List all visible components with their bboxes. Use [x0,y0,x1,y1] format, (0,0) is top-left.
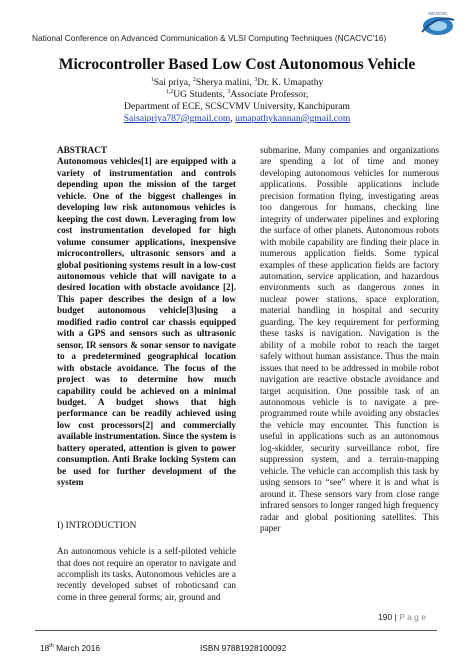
logo-text: NCACVC [428,11,448,16]
introduction-heading: I) INTRODUCTION [57,520,137,531]
left-column [57,145,236,603]
paper-title: Microcontroller Based Low Cost Autonomous Vehicle [58,56,416,73]
email-link-2[interactable]: umapathykannan@gmail.com [235,113,351,124]
abstract-body: Autonomous vehicles[1] are equipped with a variety of instrumentation and controls depending upon the mission of the target vehicle. One of the biggest challenges in developing low risk autonomous vehicles is keeping the cost down. Leveraging from low cost instrumentation developed for high volume consumer applications, inexpensive microcontrollers, ultrasonic sensors and a global positioning systems result in a low-cost autonomous vehicle that will navigate to a desired location with obstacle avoidance [2]. This paper describes the design of a low budget autonomous vehicle[3]using a modified radio control car chassis equipped with a GPS and sensors such as ultrasonic sensor, IR sensors & sonar sensor to navigate to a predetermined geographical location with obstacle avoidance. The focus of the project was to determine how much capability could be achieved on a minimal budget. A budget shows that high performance can be readily achieved using low cost processors[2] and commercially available instrumentation. Since the system is battery operated, attention is given to power consumption. Anti Brake locking System can be used for further development of the system [57,156,236,488]
conference-logo [418,10,458,40]
page-number: 190 | P a g e [378,612,426,622]
roles-line: $^{1,2}$UG Students, $^3$Associate Professor, [165,89,309,101]
department-line: Department of ECE, SCSCVMV University, Kanchipuram [124,101,350,112]
footer-isbn: ISBN 97881928100092 [200,643,287,653]
running-header: National Conference on Advanced Communication & VLSI Computing Techniques (NCACVC'16) [32,33,387,43]
right-column-body: submarine. Many companies and organizations are spending a lot of time and money developing autonomous vehicles for numerous applications. Possible applications include precision formation flying, investigating areas too dangerous for humans, checking line integrity of underwater pipelines and exploring the surface of other planets. Autonomous robots with mobile capability are finding their place in numerous application fields. Some typical examples of these application fields are factory automation, service application, and hazardous environments such as dangerous zones in nuclear power stations, space exploration, material handling in hospital and security guarding. The key requirement for performing these tasks is navigation. Navigation is the ability of a mobile robot to reach the target safely without human assistance. Thus the main issues that need to be addressed in mobile robot navigation are reactive obstacle avoidance and target acquisition. One possible task of an autonomous vehicle is to navigate a pre-programmed route while avoiding any obstacles the vehicle may encounter. This function is useful in applications such as an autonomous log-skidder, security surveillance robot, fire suppression system, and a terrain-mapping vehicle. The vehicle can accomplish this task by using sensors to “see” where it is and what is around it. These sensors vary from close range infrared sensors to longer ranged high frequency radar and global positioning satellites. This paper [260,145,439,533]
introduction-body: An autonomous vehicle is a self-piloted vehicle that does not require an operator to navigate and accomplish its tasks. Autonomous vehicles are a recently developed subset of roboticsand can come in three general forms; air, ground and [57,546,236,602]
email-line: Saisaipriya787@gmail.com, umapathykannan@gmail.com [123,113,351,124]
email-link-1[interactable]: Saisaipriya787@gmail.com [123,113,231,124]
abstract-heading: ABSTRACT [57,145,108,155]
footer-date: 18th March 2016 [40,643,100,653]
footer-divider [35,630,437,631]
right-column [260,145,439,534]
authors-line: $^1$Sai priya, $^2$Sherya malini, $^3$Dr. K. Umapathy [150,77,324,89]
